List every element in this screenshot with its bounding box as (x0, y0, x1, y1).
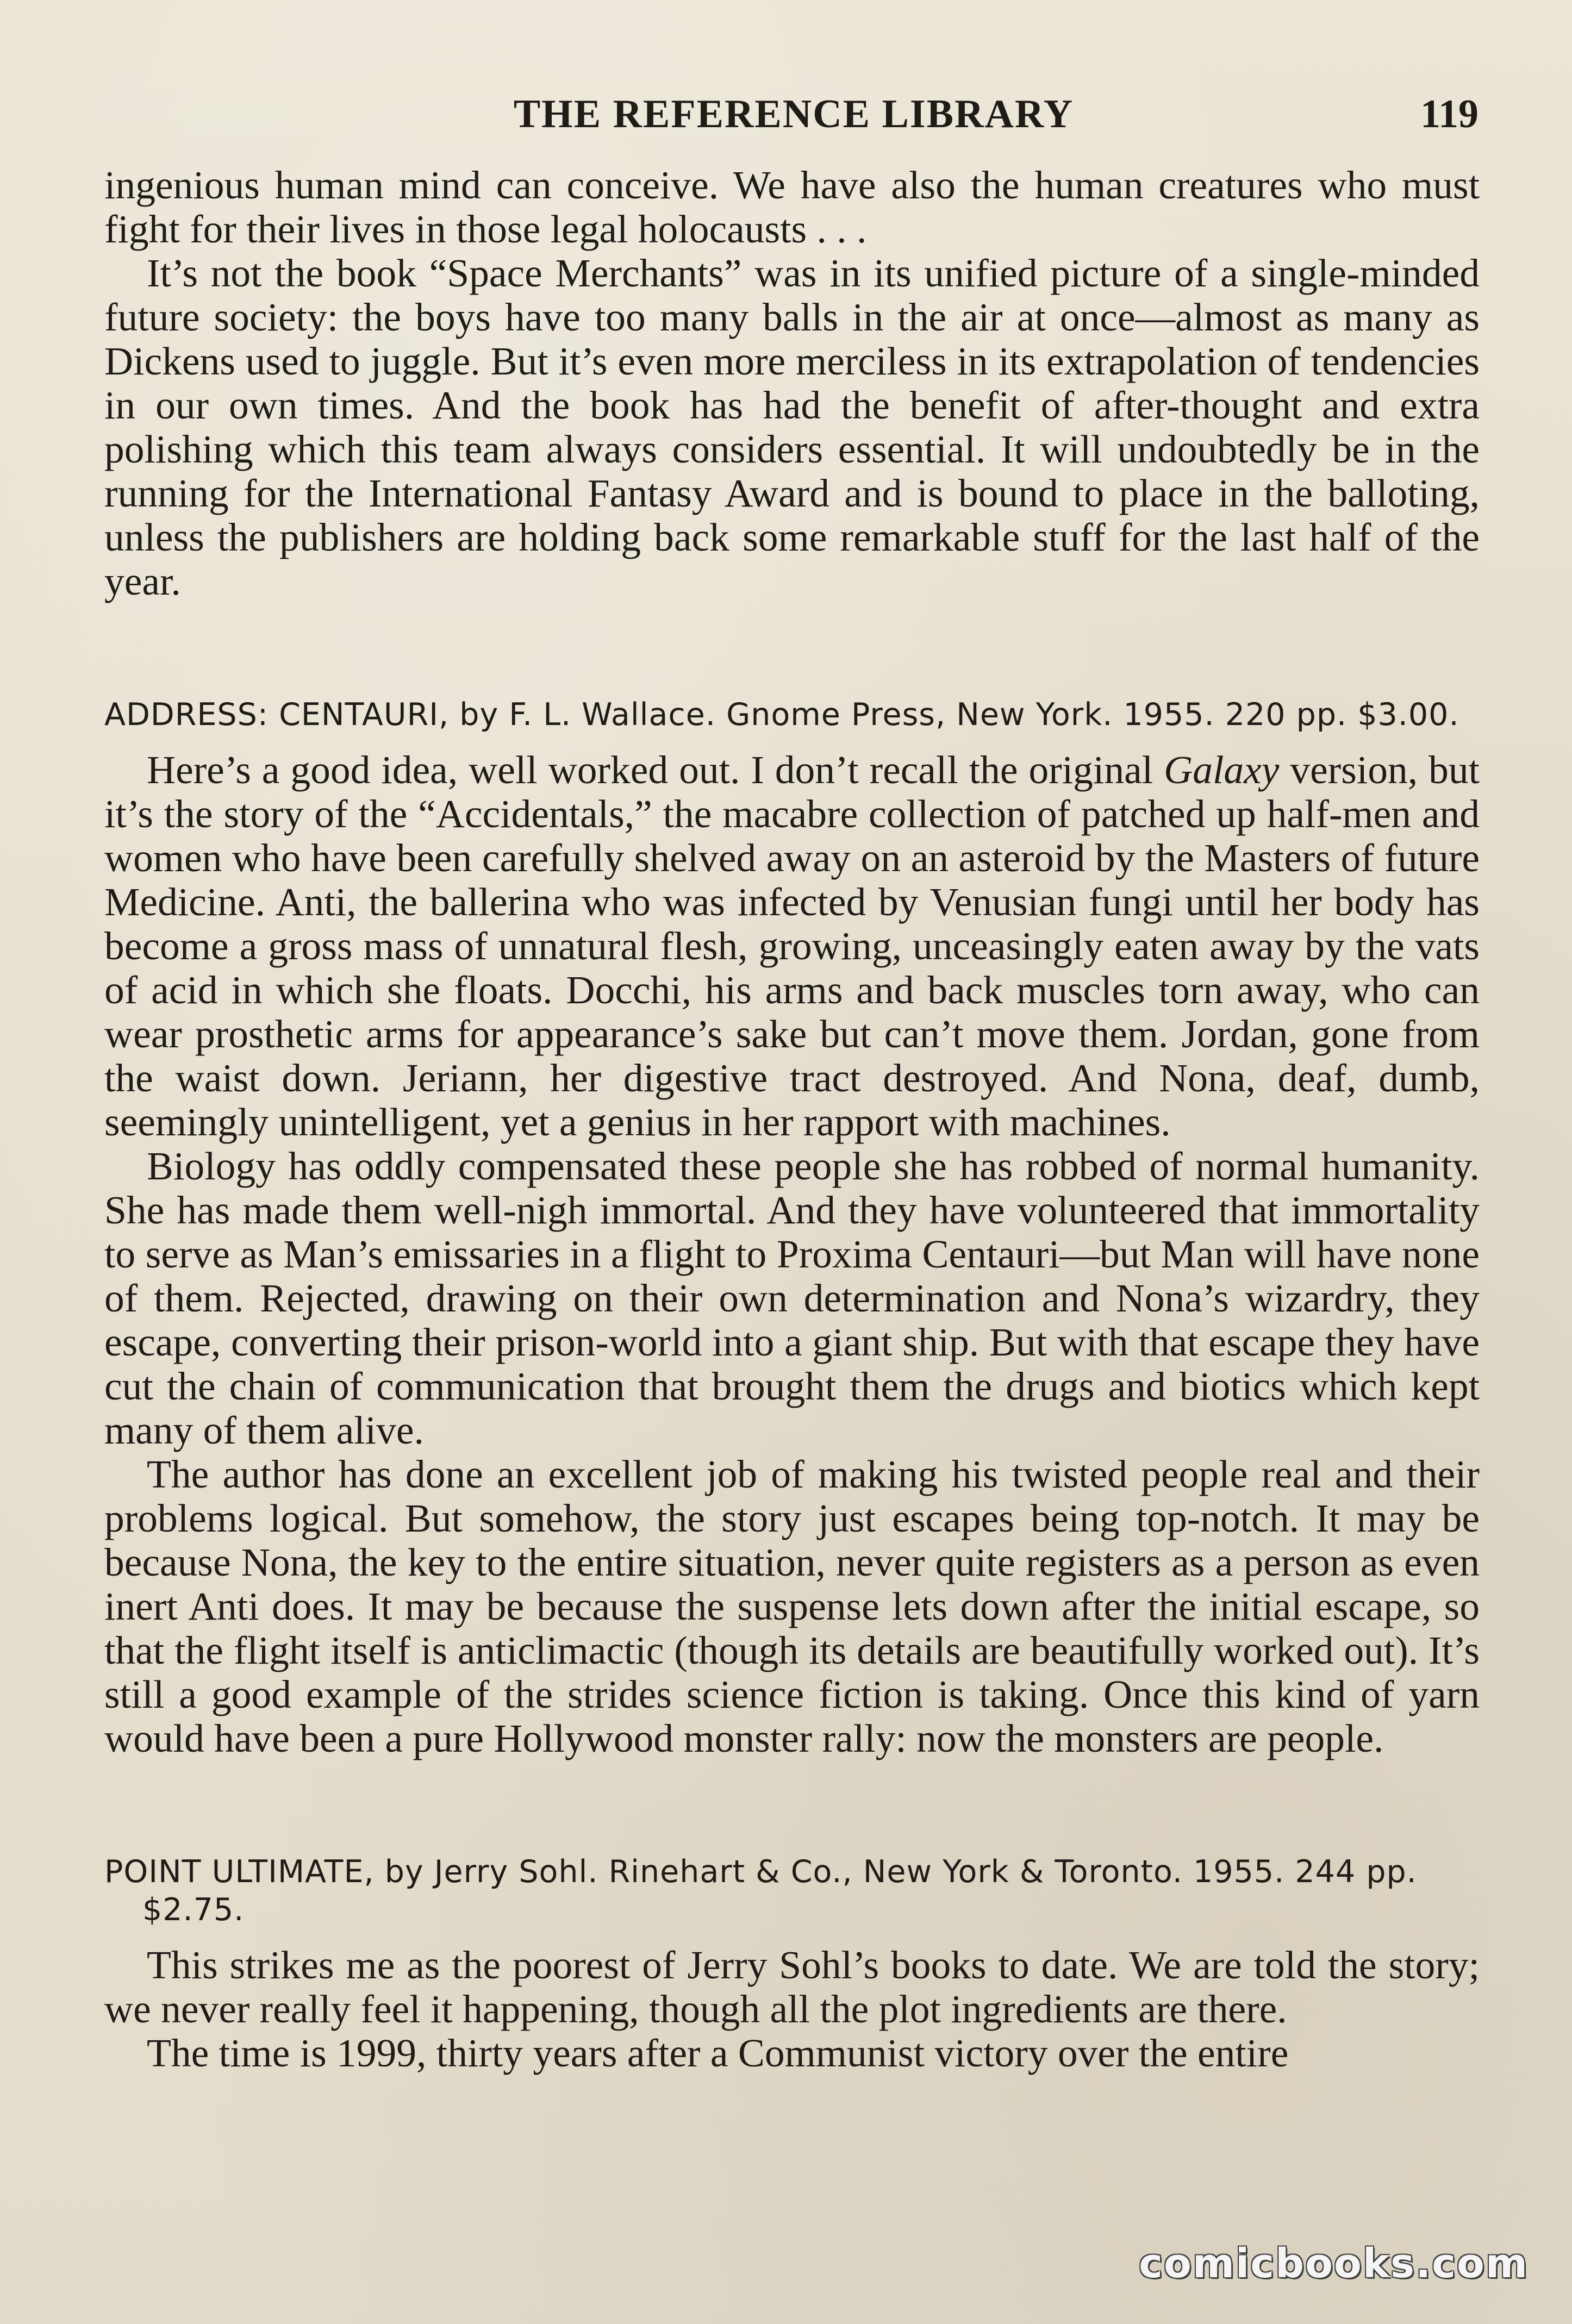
address-centauri-p1-start: Here’s a good idea, well worked out. I don’t recall the original (147, 748, 1164, 792)
address-centauri-paragraph-1 (104, 748, 1480, 1144)
address-centauri-paragraph-3: The author has done an excellent job of making his twisted people real and their problems logical. But somehow, the story just escapes being top-notch. It may be because Nona, the key to the entire situation, never quite registers as a person as even inert Anti does. It may be because the suspense lets down after the initial escape, so that the flight itself is anticlimactic (though its details are beautifully worked out). It’s still a good example of the strides science fiction is taking. Once this kind of yarn would have been a pure Hollywood monster rally: now the monsters are people. (104, 1452, 1480, 1760)
running-head: THE REFERENCE LIBRARY (513, 92, 1074, 136)
point-ultimate-paragraph-2: The time is 1999, thirty years after a Communist victory over the entire (147, 2031, 1289, 2075)
address-centauri-p1-rest: version, but it’s the story of the “Accidentals,” the macabre collection of patched up half-men and women who have been carefully shelved away on an asteroid by the Masters of future Medicine. Anti, the ballerina who was infected by Venusian fungi until her body has become a gross mass of unnatural flesh, growing, unceasingly eaten away by the vats of acid in which she floats. Docchi, his arms and back muscles torn away, who can wear prosthetic arms for appearance’s sake but can’t move them. Jordan, gone from the waist down. Jeriann, her digestive tract destroyed. And Nona, deaf, dumb, seemingly unintelligent, yet a genius in her rapport with machines. (104, 748, 1480, 1144)
page-content (104, 163, 1480, 2075)
page-header (109, 91, 1479, 151)
intro-paragraph-2: It’s not the book “Space Merchants” was in its unified picture of a single-minded future society: the boys have too many balls in the air at once—almost as many as Dickens used to juggle. But it’s even more merciless in its extrapolation of tendencies in our own times. And the book has had the benefit of after-thought and extra polishing which this team always considers essential. It will undoubtedly be in the running for the International Fantasy Award and is bound to place in the balloting, unless the publishers are holding back some remarkable stuff for the last half of the year. (104, 251, 1480, 603)
point-ultimate-citation: POINT ULTIMATE, by Jerry Sohl. Rinehart & Co., New York & Toronto. 1955. 244 pp. $2.75. (104, 1854, 1417, 1928)
page-number: 119 (1420, 92, 1479, 136)
address-centauri-citation: ADDRESS: CENTAURI, by F. L. Wallace. Gnome Press, New York. 1955. 220 pp. $3.00. (104, 697, 1459, 733)
point-ultimate-paragraph-1: This strikes me as the poorest of Jerry Sohl’s books to date. We are told the story; we never really feel it happening, though all the plot ingredients are there. (104, 1943, 1480, 2031)
section-spacer (104, 603, 1480, 696)
galaxy-title: Galaxy (1164, 748, 1280, 792)
watermark-logo: comicbooks.com (1139, 2240, 1529, 2287)
intro-paragraph-1: ingenious human mind can conceive. We have also the human creatures who must fight for their lives in those legal holocausts . . . (104, 163, 1480, 251)
address-centauri-paragraph-2: Biology has oddly compensated these people she has robbed of normal humanity. She has made them well-nigh immortal. And they have volunteered that immortality to serve as Man’s emissaries in a flight to Proxima Centauri—but Man will have none of them. Rejected, drawing on their own determination and Nona’s wizardry, they escape, converting their prison-world into a giant ship. But with that escape they have cut the chain of communication that brought them the drugs and biotics which kept many of them alive. (104, 1144, 1480, 1452)
citation-spacer (104, 1929, 1480, 1943)
section-spacer (104, 1760, 1480, 1853)
citation-spacer (104, 734, 1480, 748)
